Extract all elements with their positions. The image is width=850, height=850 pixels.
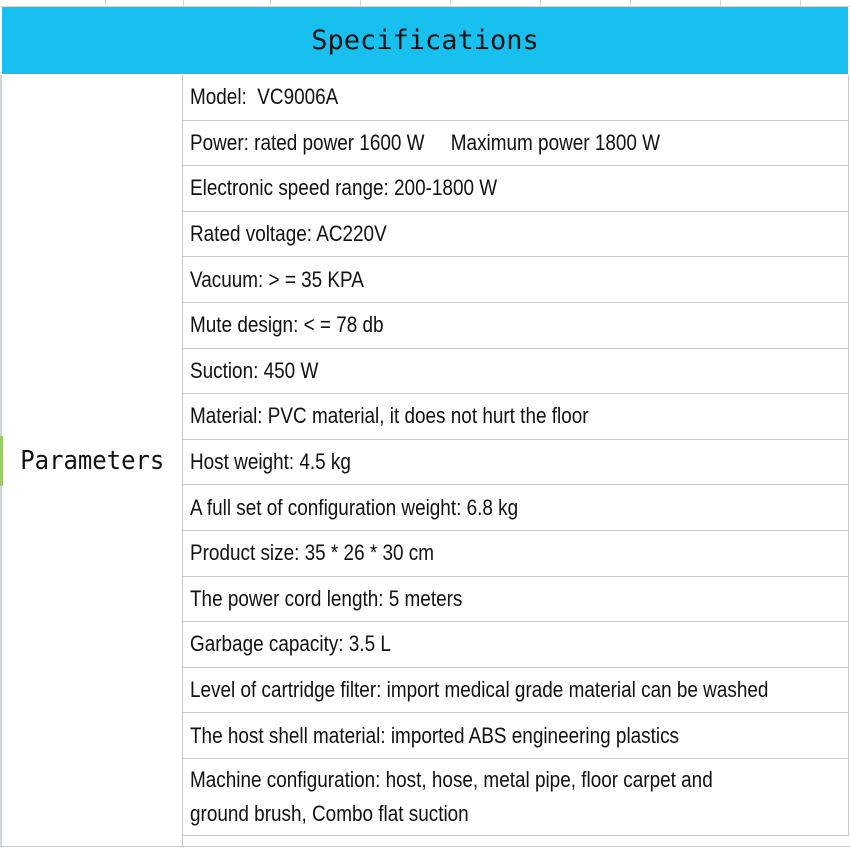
- spec-row-product-size: Product size: 35 * 26 * 30 cm: [183, 531, 848, 577]
- parameters-label: Parameters: [19, 446, 165, 476]
- bottom-border: [0, 846, 850, 850]
- spec-row-rated-voltage: Rated voltage: AC220V: [183, 212, 848, 258]
- spec-row-machine-configuration: Machine configuration: host, hose, metal pipe, floor carpet and ground brush, Combo flat suction: [183, 759, 848, 836]
- green-edge-mark: [0, 436, 3, 486]
- spec-row-material: Material: PVC material, it does not hurt the floor: [183, 394, 848, 440]
- parameters-cell: [0, 75, 183, 847]
- top-grid-strip: [0, 0, 850, 7]
- spec-row-speed-range: Electronic speed range: 200-1800 W: [183, 166, 848, 212]
- spec-row-host-weight: Host weight: 4.5 kg: [183, 440, 848, 486]
- spec-row-vacuum: Vacuum: > = 35 KPA: [183, 257, 848, 303]
- spec-row-suction: Suction: 450 W: [183, 349, 848, 395]
- header-title: Specifications: [311, 25, 539, 56]
- spec-row-full-set-weight: A full set of configuration weight: 6.8 kg: [183, 485, 848, 531]
- spec-row-power-cord: The power cord length: 5 meters: [183, 577, 848, 623]
- spec-row-mute-design: Mute design: < = 78 db: [183, 303, 848, 349]
- spec-row-model: Model: VC9006A: [183, 75, 848, 121]
- spec-row-shell-material: The host shell material: imported ABS engineering plastics: [183, 713, 848, 759]
- spec-row-power: Power: rated power 1600 W Maximum power 1800 W: [183, 121, 848, 167]
- spec-row-cartridge-filter: Level of cartridge filter: import medical grade material can be washed: [183, 668, 848, 714]
- spec-rows: [183, 75, 849, 836]
- specifications-header: [2, 7, 848, 74]
- spec-row-garbage-capacity: Garbage capacity: 3.5 L: [183, 622, 848, 668]
